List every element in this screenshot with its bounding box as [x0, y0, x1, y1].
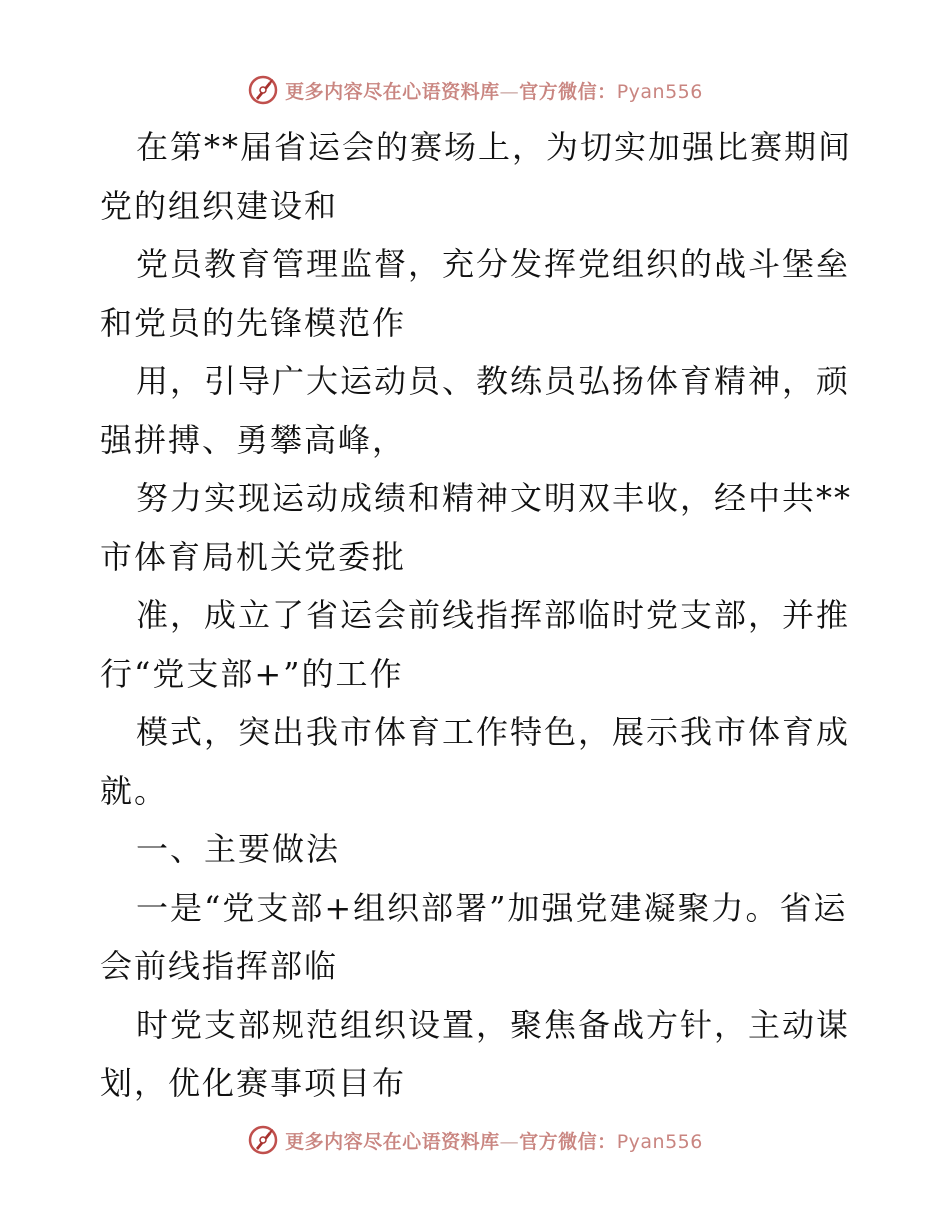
section-heading: 一、主要做法	[136, 830, 341, 868]
paragraph: 在第**届省运会的赛场上，为切实加强比赛期间党的组织建设和	[100, 128, 853, 225]
paragraph: 准，成立了省运会前线指挥部临时党支部，并推行“党支部+”的工作	[100, 596, 851, 693]
paragraph: 努力实现运动成绩和精神文明双丰收，经中共**市体育局机关党委批	[100, 479, 853, 576]
paragraph: 模式，突出我市体育工作特色，展示我市体育成就。	[100, 713, 851, 810]
paragraph: 党员教育管理监督，充分发挥党组织的战斗堡垒和党员的先锋模范作	[100, 245, 851, 342]
quill-logo-icon	[247, 1124, 279, 1156]
quill-logo-icon	[247, 74, 279, 106]
paragraph: 一是“党支部+组织部署”加强党建凝聚力。省运会前线指挥部临	[100, 888, 848, 985]
paragraph: 用，引导广大运动员、教练员弘扬体育精神，顽强拼搏、勇攀高峰，	[100, 362, 851, 459]
document-body	[100, 118, 852, 1113]
watermark-text: 更多内容尽在心语资料库—官方微信：Pyan556	[285, 80, 703, 103]
paragraph: 时党支部规范组织设置，聚焦备战方针，主动谋划，优化赛事项目布	[100, 1005, 851, 1102]
footer-watermark	[0, 1120, 950, 1160]
header-watermark	[0, 70, 950, 110]
watermark-text: 更多内容尽在心语资料库—官方微信：Pyan556	[285, 1130, 703, 1153]
